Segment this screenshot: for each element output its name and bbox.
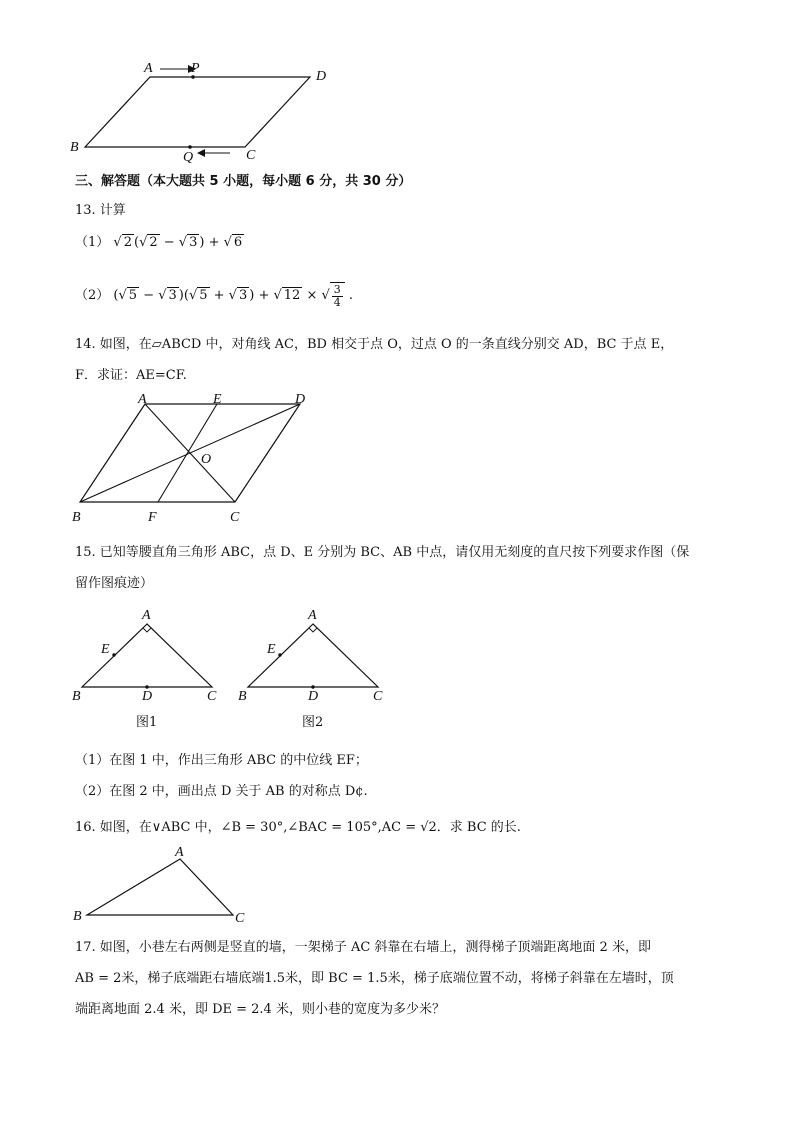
q14-line2: F．求证：AE=CF.	[75, 368, 187, 383]
fig2-caption: 图2	[302, 715, 324, 730]
figure-moving-points	[60, 55, 350, 165]
q16-line1: 16. 如图，在∨ABC 中，∠B = 30°,∠BAC = 105°,AC = √2．求 BC 的长.	[75, 820, 521, 835]
q13-part2-label: （2）	[75, 288, 110, 303]
q15-part1: （1）在图 1 中，作出三角形 ABC 的中位线 EF；	[75, 753, 368, 768]
label-o: O	[201, 452, 212, 467]
label-a: A	[175, 845, 184, 860]
q13-frac-den: 4	[333, 296, 341, 309]
q15-line2: 留作图痕迹）	[75, 576, 154, 591]
q13-heading: 13. 计算	[75, 203, 126, 218]
label-b: B	[73, 909, 82, 924]
q17-line1: 17. 如图，小巷左右两侧是竖直的墙，一架梯子 AC 斜靠在右墙上，测得梯子顶端距离地面 2 米，即	[75, 940, 651, 955]
figure-q15-2	[231, 600, 401, 705]
label-b: B	[238, 689, 247, 704]
parallelogram-abcd-top	[85, 77, 310, 147]
label-d: D	[308, 689, 319, 704]
label-c: C	[207, 689, 217, 704]
q14-line1: 14. 如图，在▱ABCD 中，对角线 AC，BD 相交于点 O，过点 O 的一条直线分别交 AD，BC 于点 E，	[75, 337, 674, 352]
label-c: C	[235, 911, 245, 926]
label-a: A	[142, 608, 151, 623]
label-b: B	[72, 689, 81, 704]
figure-q16	[65, 842, 265, 927]
q13-frac-num: 3	[333, 283, 341, 296]
label-a: A	[308, 608, 317, 623]
q15-part2: （2）在图 2 中，画出点 D 关于 AB 的对称点 D¢.	[75, 784, 368, 799]
label-a: A	[138, 392, 147, 407]
point-e	[112, 653, 115, 656]
q15-line1: 15. 已知等腰直角三角形 ABC，点 D、E 分别为 BC、AB 中点，请仅用无刻度的直尺按下列要求作图（保	[75, 545, 690, 560]
q13-part2-expression: (√ 5 − √ 3 )(√ 5 + √ 3 ) + √ 12 × √ $\frac{3}{4}$ .	[113, 283, 354, 309]
label-c: C	[373, 689, 383, 704]
q17-line2: AB = 2米，梯子底端距右墙底端1.5米，即 BC = 1.5米，梯子底端位置不动，将梯子斜靠在左墙时，顶	[75, 971, 674, 986]
label-e: E	[101, 642, 110, 657]
label-q: Q	[183, 150, 194, 165]
triangle-abc-q16	[87, 859, 233, 915]
label-b: B	[70, 140, 79, 155]
figure-q14	[60, 390, 330, 530]
label-a: A	[144, 61, 153, 76]
arrowhead-q	[197, 149, 205, 157]
label-b: B	[72, 510, 81, 525]
right-angle-mark	[143, 628, 151, 632]
q13-part1-expression: √ 2 (√ 2 − √ 3 ) + √ 6	[113, 235, 243, 250]
q17-line3: 端距离地面 2.4 米，即 DE = 2.4 米，则小巷的宽度为多少米？	[75, 1002, 445, 1017]
label-d: D	[142, 689, 153, 704]
figure-q15-1	[65, 600, 235, 705]
q13-part1	[75, 231, 244, 250]
right-angle-mark	[309, 628, 317, 632]
point-e	[278, 653, 281, 656]
label-d: D	[316, 69, 327, 84]
point-q	[188, 145, 192, 149]
label-e: E	[213, 392, 222, 407]
label-e: E	[267, 642, 276, 657]
q13-part1-label: （1）	[75, 235, 110, 250]
fig1-caption: 图1	[136, 715, 158, 730]
label-p: P	[191, 61, 200, 76]
q13-part2	[75, 282, 353, 309]
label-f: F	[148, 510, 157, 525]
label-d: D	[295, 392, 306, 407]
section-title: 三、解答题（本大题共 5 小题，每小题 6 分，共 30 分）	[75, 174, 412, 189]
label-c: C	[230, 510, 240, 525]
label-c: C	[246, 148, 256, 163]
